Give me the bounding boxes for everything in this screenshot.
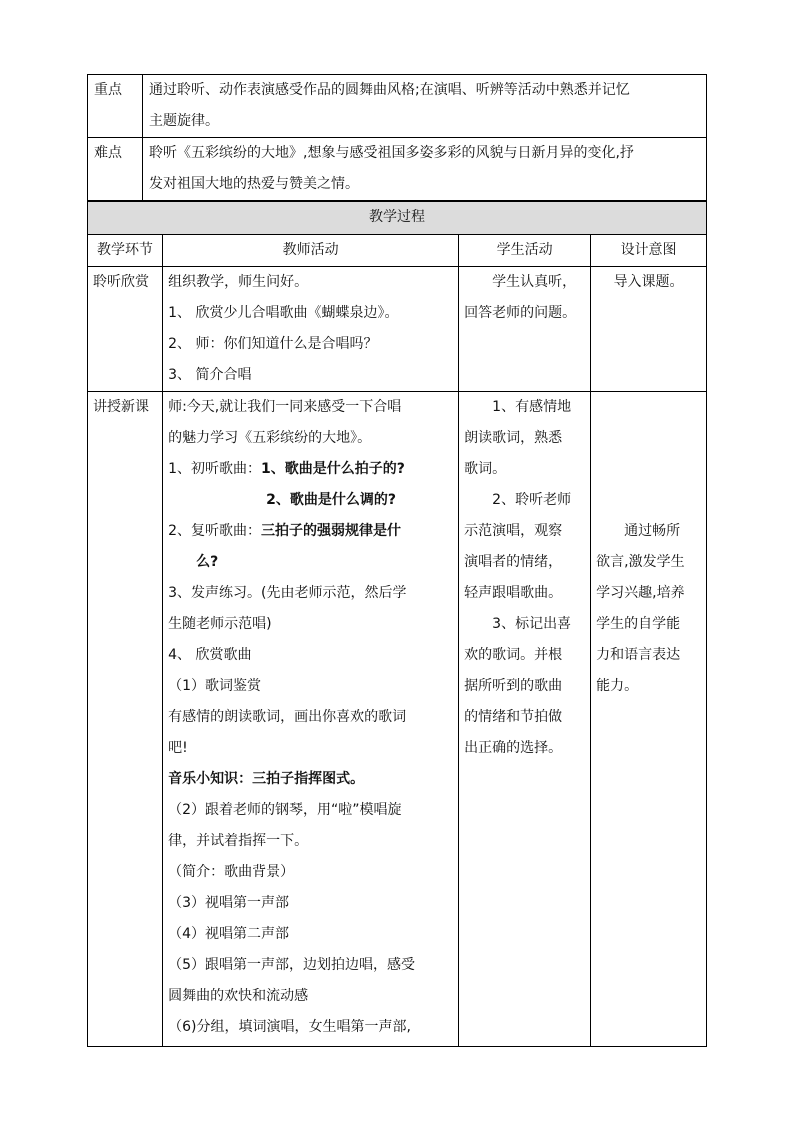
text-line: （6)分组，填词演唱，女生唱第一声部, bbox=[168, 1019, 411, 1035]
text-line: （简介：歌曲背景） bbox=[168, 864, 295, 880]
text-line: 学生认真听， bbox=[492, 274, 577, 290]
stage-cell: 聆听欣赏 bbox=[88, 267, 163, 392]
text-line: 能力。 bbox=[596, 678, 639, 694]
text-line: 圆舞曲的欢快和流动感 bbox=[168, 988, 309, 1004]
text-line: 力和语言表达 bbox=[596, 647, 681, 663]
text-line: 2、聆听老师 bbox=[492, 492, 572, 508]
teacher-cell bbox=[163, 392, 459, 1047]
text-line bbox=[168, 454, 453, 485]
key-points-table bbox=[87, 74, 707, 201]
text-line: 主题旋律。 bbox=[149, 113, 219, 129]
text-line: 4、 欣赏歌曲 bbox=[168, 647, 252, 663]
table-header-row bbox=[88, 235, 707, 267]
text-line: （3）视唱第一声部 bbox=[168, 895, 290, 911]
text-line: 的魅力学习《五彩缤纷的大地》。 bbox=[168, 430, 372, 446]
text-line: 的情绪和节拍做 bbox=[464, 709, 563, 725]
text-line: 3、发声练习。(先由老师示范，然后学 bbox=[168, 585, 407, 601]
text-line: 3、 简介合唱 bbox=[168, 367, 252, 383]
text-line: 轻声跟唱歌曲。 bbox=[464, 585, 563, 601]
table-row bbox=[88, 138, 707, 201]
difficulty-text bbox=[143, 138, 707, 201]
text-line: 组织教学，师生问好。 bbox=[168, 274, 309, 290]
key-point-text bbox=[143, 75, 707, 138]
table-row bbox=[88, 392, 707, 1047]
difficulty-label: 难点 bbox=[88, 138, 143, 201]
intent-cell bbox=[591, 392, 707, 1047]
text-line: 学生的自学能 bbox=[596, 616, 681, 632]
stage-cell: 讲授新课 bbox=[88, 392, 163, 1047]
text-span: 2、复听歌曲： bbox=[168, 523, 262, 539]
bold-question: 三拍子的强弱规律是什 bbox=[261, 523, 402, 539]
text-line: 示范演唱，观察 bbox=[464, 523, 563, 539]
text-line: 回答老师的问题。 bbox=[464, 305, 577, 321]
header-stage: 教学环节 bbox=[88, 235, 163, 267]
text-line: 吧! bbox=[168, 740, 188, 756]
text-span: 1、初听歌曲： bbox=[168, 461, 262, 477]
student-cell bbox=[459, 267, 591, 392]
text-line: 生随老师示范唱) bbox=[168, 616, 272, 632]
text-line: 2、 师：你们知道什么是合唱吗？ bbox=[168, 336, 378, 352]
text-line: 演唱者的情绪， bbox=[464, 554, 563, 570]
text-line: 律，并试着指挥一下。 bbox=[168, 833, 309, 849]
text-line: （2）跟着老师的钢琴，用“啦”模唱旋 bbox=[168, 802, 402, 818]
header-student: 学生活动 bbox=[459, 235, 591, 267]
key-point-label: 重点 bbox=[88, 75, 143, 138]
text-line: 3、标记出喜 bbox=[492, 616, 572, 632]
table-row bbox=[88, 75, 707, 138]
text-line: 据所听到的歌曲 bbox=[464, 678, 563, 694]
bold-text-line: 音乐小知识：三拍子指挥图式。 bbox=[168, 771, 365, 787]
bold-question: 么? bbox=[196, 554, 219, 570]
text-line: 聆听《五彩缤纷的大地》,想象与感受祖国多姿多彩的风貌与日新月异的变化,抒 bbox=[149, 145, 634, 161]
header-teacher: 教师活动 bbox=[163, 235, 459, 267]
teacher-cell bbox=[163, 267, 459, 392]
text-line: 欢的歌词。并根 bbox=[464, 647, 563, 663]
table-row bbox=[88, 267, 707, 392]
text-line: 发对祖国大地的热爱与赞美之情。 bbox=[149, 176, 359, 192]
text-line: （5）跟唱第一声部，边划拍边唱，感受 bbox=[168, 957, 415, 973]
table-row bbox=[88, 202, 707, 235]
bold-question: 1、歌曲是什么拍子的? bbox=[261, 461, 405, 477]
text-line: 1、 欣赏少儿合唱歌曲《蝴蝶泉边》。 bbox=[168, 305, 399, 321]
teaching-process-table bbox=[87, 201, 707, 1047]
intent-cell bbox=[591, 267, 707, 392]
text-line: 导入课题。 bbox=[613, 274, 684, 290]
text-line: 出正确的选择。 bbox=[464, 740, 563, 756]
text-line: 朗读歌词，熟悉 bbox=[464, 430, 563, 446]
text-line: 歌词。 bbox=[464, 461, 507, 477]
student-cell bbox=[459, 392, 591, 1047]
text-line: （1）歌词鉴赏 bbox=[168, 678, 262, 694]
text-line bbox=[168, 516, 453, 547]
text-line: 通过畅所 bbox=[624, 523, 681, 539]
process-title: 教学过程 bbox=[88, 202, 707, 235]
text-line: 1、有感情地 bbox=[492, 399, 572, 415]
text-line: 学习兴趣,培养 bbox=[596, 585, 685, 601]
header-intent: 设计意图 bbox=[591, 235, 707, 267]
text-line: 通过聆听、动作表演感受作品的圆舞曲风格;在演唱、听辨等活动中熟悉并记忆 bbox=[149, 82, 630, 98]
text-line: 欲言,激发学生 bbox=[596, 554, 685, 570]
text-line: （4）视唱第二声部 bbox=[168, 926, 290, 942]
text-line: 有感情的朗读歌词，画出你喜欢的歌词 bbox=[168, 709, 407, 725]
text-line: 师:今天,就让我们一同来感受一下合唱 bbox=[168, 399, 402, 415]
bold-question: 2、歌曲是什么调的? bbox=[266, 492, 396, 508]
